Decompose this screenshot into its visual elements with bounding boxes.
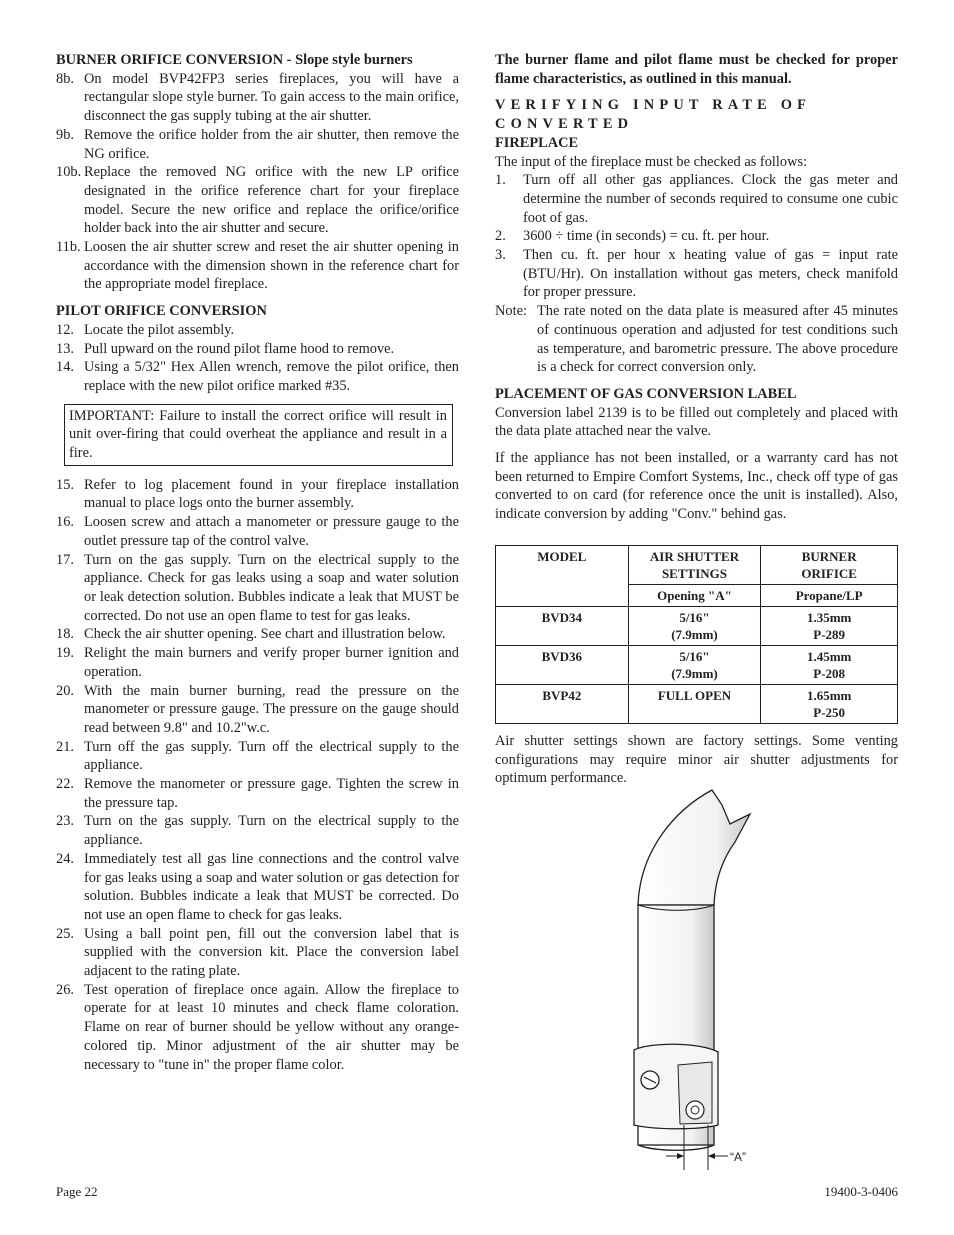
step-text: Replace the removed NG orifice with the new LP orifice designated in the orifice reference chart for your fireplace model. Secure the new orifice and replace the orifice/orifice holder back into the air shutter and secure. bbox=[84, 164, 459, 237]
list-item bbox=[56, 738, 459, 775]
step-number: 12. bbox=[56, 321, 74, 338]
list-item bbox=[495, 246, 898, 302]
right-column bbox=[495, 51, 898, 788]
step-number: 19. bbox=[56, 645, 74, 662]
step-text: Loosen screw and attach a manometer or pressure gauge to the outlet pressure tap of the control valve. bbox=[84, 514, 459, 549]
step-number: 9b. bbox=[56, 126, 74, 143]
dimension-label: “A” bbox=[730, 1150, 746, 1164]
step-text: Remove the manometer or pressure gage. Tighten the screw in the pressure tap. bbox=[84, 776, 459, 811]
list-item bbox=[495, 227, 898, 246]
col-header-model: MODEL bbox=[496, 545, 629, 606]
placement-paragraph-2: If the appliance has not been installed, or a warranty card has not been returned to Empire Comfort Systems, Inc., check off type of gas converted to on card (for reference once the unit is installed). Also, indicate conversion by adding "Conv." behind gas. bbox=[495, 450, 898, 523]
step-text: Turn on the gas supply. Turn on the electrical supply to the appliance. Check for gas leaks using a soap and water solution or leak detection solution. Bubbles indicate a leak that MUST be corrected. Do not use an open flame to test for gas leaks. bbox=[84, 551, 459, 624]
step-text: With the main burner burning, read the pressure on the manometer or pressure gauge. The pressure on the gauge should read between 9.8" and 10.2"w.c. bbox=[84, 682, 459, 736]
step-number: 16. bbox=[56, 514, 74, 531]
orifice-reference-table bbox=[495, 545, 898, 724]
step-number: 17. bbox=[56, 551, 74, 568]
step-number: 2. bbox=[495, 228, 506, 245]
flame-check-notice: The burner flame and pilot flame must be checked for proper flame characteristics, as outlined in this manual. bbox=[495, 52, 898, 87]
step-text: Using a ball point pen, fill out the conversion label that is supplied with the conversion kit. Place the conversion label adjacent to the rating plate. bbox=[84, 925, 459, 980]
step-number: 18. bbox=[56, 626, 74, 643]
col-header-air-shutter: AIR SHUTTER SETTINGS bbox=[628, 545, 761, 584]
list-item bbox=[495, 171, 898, 227]
list-item bbox=[56, 163, 459, 238]
step-text: Immediately test all gas line connections and the control valve for gas leaks using a soap and water solution or gas detection for solution. Bubbles indicate a leak that MUST be corrected. Do not use an open flame to check for gas leaks. bbox=[84, 850, 459, 923]
heading-verify-input-rate-cont: FIREPLACE bbox=[495, 134, 579, 151]
cell-model: BVD36 bbox=[496, 645, 629, 684]
table-row bbox=[496, 645, 898, 684]
table-row bbox=[496, 606, 898, 645]
list-item bbox=[56, 321, 459, 340]
cell-model: BVP42 bbox=[496, 684, 629, 723]
page-number: Page 22 bbox=[56, 1184, 98, 1199]
placement-paragraph-1: Conversion label 2139 is to be filled out completely and placed with the data plate attached near the valve. bbox=[495, 404, 898, 440]
rate-note bbox=[495, 302, 898, 377]
cell-model: BVD34 bbox=[496, 606, 629, 645]
verify-intro: The input of the fireplace must be checked as follows: bbox=[495, 153, 808, 170]
important-warning-box: IMPORTANT: Failure to install the correct orifice will result in unit over-firing that could overheat the appliance and result in a fire. bbox=[64, 404, 453, 466]
step-text: Test operation of fireplace once again. Allow the fireplace to operate for at least 10 minutes and check flame coloration. Flame on rear of burner should be yellow without any orange-colored tip. Minor adjustment of the air shutter may be necessary to "tune in" the proper flame color. bbox=[84, 981, 459, 1073]
list-item bbox=[56, 340, 459, 359]
list-item bbox=[56, 775, 459, 812]
step-number: 11b. bbox=[56, 239, 81, 256]
cell-orifice: 1.65mm P-250 bbox=[761, 684, 898, 723]
cell-orifice: 1.35mm P-289 bbox=[761, 606, 898, 645]
col-header-burner-orifice: BURNER ORIFICE bbox=[761, 545, 898, 584]
pilot-steps bbox=[56, 321, 459, 396]
list-item bbox=[56, 682, 459, 738]
air-shutter-illustration bbox=[600, 780, 800, 1170]
table-header-row bbox=[496, 545, 898, 584]
list-item bbox=[56, 812, 459, 849]
step-text: Loosen the air shutter screw and reset the air shutter opening in accordance with the dimension shown in the reference chart for the appropriate model fireplace. bbox=[84, 239, 459, 293]
step-text: Remove the orifice holder from the air shutter, then remove the NG orifice. bbox=[84, 126, 459, 162]
step-number: 14. bbox=[56, 359, 74, 376]
list-item bbox=[56, 981, 459, 1075]
step-text: Refer to log placement found in your fireplace installation manual to place logs onto the burner assembly. bbox=[84, 476, 459, 512]
list-item bbox=[56, 644, 459, 681]
list-item bbox=[56, 70, 459, 126]
step-text: Then cu. ft. per hour x heating value of gas = input rate (BTU/Hr). On installation without gas meters, check manifold for proper pressure. bbox=[523, 247, 898, 301]
list-item bbox=[56, 513, 459, 550]
step-text: Using a 5/32" Hex Allen wrench, remove the pilot orifice, then replace with the new pilot orifice marked #35. bbox=[84, 359, 459, 394]
step-text: Turn off all other gas appliances. Clock the gas meter and determine the number of seconds required to consume one cubic foot of gas. bbox=[523, 172, 898, 226]
step-text: 3600 ÷ time (in seconds) = cu. ft. per hour. bbox=[523, 228, 770, 245]
list-item bbox=[56, 625, 459, 644]
document-number: 19400-3-0406 bbox=[824, 1184, 898, 1199]
note-label: Note: bbox=[495, 303, 527, 320]
step-text: Check the air shutter opening. See chart and illustration below. bbox=[84, 626, 446, 643]
heading-placement-label: PLACEMENT OF GAS CONVERSION LABEL bbox=[495, 385, 797, 402]
left-column bbox=[56, 51, 459, 1074]
note-text: The rate noted on the data plate is measured after 45 minutes of continuous operation and adjusted for test conditions such as temperature, and barometric pressure. The above procedure is a check for correct conversion only. bbox=[537, 303, 898, 376]
burner-steps bbox=[56, 70, 459, 294]
step-number: 1. bbox=[495, 172, 506, 189]
step-text: Turn on the gas supply. Turn on the electrical supply to the appliance. bbox=[84, 813, 459, 849]
step-number: 20. bbox=[56, 682, 74, 699]
step-text: Locate the pilot assembly. bbox=[84, 321, 235, 338]
verify-steps bbox=[495, 171, 898, 302]
air-shutter-note: Air shutter settings shown are factory settings. Some venting configurations may require minor air shutter adjustments for optimum performance. bbox=[495, 732, 898, 787]
list-item bbox=[56, 126, 459, 163]
step-text: Turn off the gas supply. Turn off the electrical supply to the appliance. bbox=[84, 738, 459, 774]
cell-air-shutter: FULL OPEN bbox=[628, 684, 761, 723]
step-text: Pull upward on the round pilot flame hood to remove. bbox=[84, 340, 395, 357]
step-number: 8b. bbox=[56, 70, 74, 87]
table-row bbox=[496, 684, 898, 723]
cell-air-shutter: 5/16" (7.9mm) bbox=[628, 645, 761, 684]
air-shutter-drawing bbox=[600, 780, 800, 1170]
step-number: 15. bbox=[56, 476, 74, 493]
step-number: 26. bbox=[56, 981, 74, 998]
list-item bbox=[56, 476, 459, 513]
step-number: 24. bbox=[56, 850, 74, 867]
cell-air-shutter: 5/16" (7.9mm) bbox=[628, 606, 761, 645]
conversion-steps bbox=[56, 476, 459, 1075]
subheader-propane: Propane/LP bbox=[761, 584, 898, 606]
step-text: Relight the main burners and verify proper burner ignition and operation. bbox=[84, 645, 459, 680]
step-number: 10b. bbox=[56, 164, 82, 181]
subheader-opening: Opening "A" bbox=[628, 584, 761, 606]
step-number: 25. bbox=[56, 925, 74, 942]
list-item bbox=[56, 551, 459, 626]
list-item bbox=[56, 925, 459, 981]
step-text: On model BVP42FP3 series fireplaces, you will have a rectangular slope style burner. To gain access to the main orifice, disconnect the gas supply tubing at the air shutter. bbox=[84, 70, 459, 125]
step-number: 21. bbox=[56, 738, 74, 755]
cell-orifice: 1.45mm P-208 bbox=[761, 645, 898, 684]
step-number: 23. bbox=[56, 813, 74, 830]
heading-verify-input-rate: VERIFYING INPUT RATE OF CONVERTED bbox=[495, 97, 811, 133]
heading-burner-orifice: BURNER ORIFICE CONVERSION - Slope style burners bbox=[56, 52, 413, 68]
step-number: 22. bbox=[56, 776, 74, 793]
list-item bbox=[56, 850, 459, 925]
heading-pilot-orifice: PILOT ORIFICE CONVERSION bbox=[56, 303, 267, 320]
step-number: 13. bbox=[56, 340, 74, 357]
list-item bbox=[56, 238, 459, 294]
step-number: 3. bbox=[495, 247, 506, 264]
list-item bbox=[56, 358, 459, 395]
